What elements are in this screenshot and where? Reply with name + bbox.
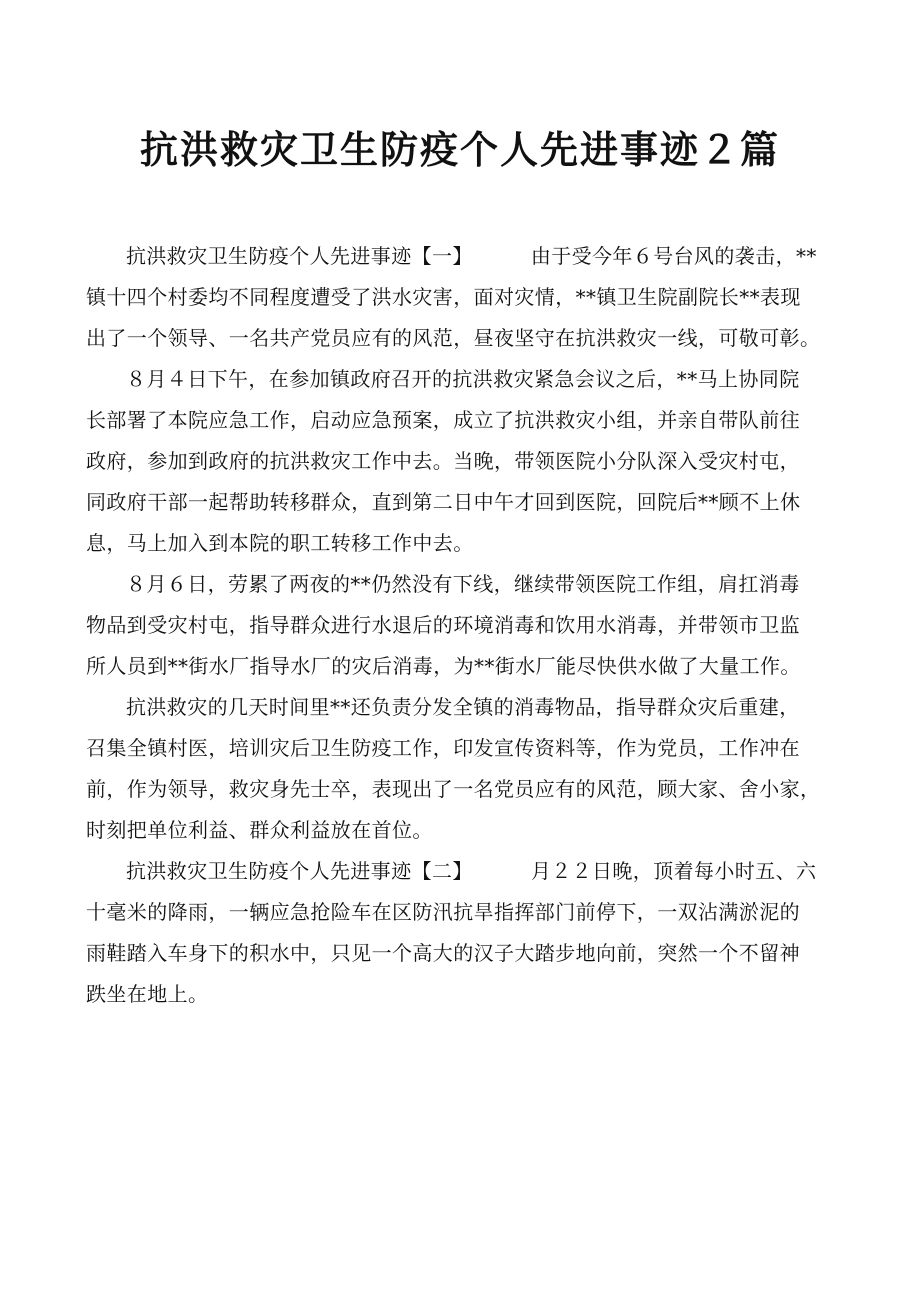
paragraph-2-line-3: 政府，参加到政府的抗洪救灾工作中去。当晚，带领医院小分队深入受灾村屯， bbox=[86, 449, 800, 473]
document-body bbox=[86, 236, 856, 1015]
document-title: 抗洪救灾卫生防疫个人先进事迹２篇 bbox=[139, 127, 780, 172]
paragraph-5-line-4: 跌坐在地上。 bbox=[86, 982, 209, 1006]
paragraph-2-line-2: 长部署了本院应急工作，启动应急预案，成立了抗洪救灾小组，并亲自带队前往 bbox=[86, 408, 800, 432]
paragraph-3-line-1: ８月６日，劳累了两夜的**仍然没有下线，继续带领医院工作组，肩扛消毒 bbox=[126, 572, 800, 596]
paragraph-5-line-2: 十毫米的降雨，一辆应急抢险车在区防汛抗旱指挥部门前停下，一双沾满淤泥的 bbox=[86, 900, 800, 924]
section-heading-1: 抗洪救灾卫生防疫个人先进事迹【一】 bbox=[126, 244, 473, 268]
paragraph-2 bbox=[86, 359, 856, 564]
paragraph-2-line-4: 同政府干部一起帮助转移群众，直到第二日中午才回到医院，回院后**顾不上休 bbox=[86, 490, 801, 514]
paragraph-4-line-4: 时刻把单位利益、群众利益放在首位。 bbox=[86, 818, 433, 842]
paragraph-1-line-2: 镇十四个村委均不同程度遭受了洪水灾害，面对灾情，**镇卫生院副院长**表现 bbox=[86, 285, 801, 309]
paragraph-1-line-1: 由于受今年６号台风的袭击，** bbox=[530, 244, 817, 268]
paragraph-5-line-1: 月２２日晚，顶着每小时五、六 bbox=[530, 859, 817, 883]
paragraph-3-line-3: 所人员到**街水厂指导水厂的灾后消毒，为**街水厂能尽快供水做了大量工作。 bbox=[86, 654, 801, 678]
section-heading-2: 抗洪救灾卫生防疫个人先进事迹【二】 bbox=[126, 859, 473, 883]
paragraph-3 bbox=[86, 564, 856, 687]
paragraph-4-line-3: 前，作为领导，救灾身先士卒，表现出了一名党员应有的风范，顾大家、舍小家， bbox=[86, 777, 821, 801]
paragraph-2-line-1: ８月４日下午，在参加镇政府召开的抗洪救灾紧急会议之后，**马上协同院 bbox=[126, 367, 800, 391]
paragraph-3-line-2: 物品到受灾村屯，指导群众进行水退后的环境消毒和饮用水消毒，并带领市卫监 bbox=[86, 613, 800, 637]
paragraph-1-line-3: 出了一个领导、一名共产党员应有的风范，昼夜坚守在抗洪救灾一线，可敬可彰。 bbox=[86, 326, 821, 350]
paragraph-5 bbox=[86, 851, 856, 1015]
paragraph-5-line-3: 雨鞋踏入车身下的积水中，只见一个高大的汉子大踏步地向前，突然一个不留神 bbox=[86, 941, 800, 965]
paragraph-2-line-5: 息，马上加入到本院的职工转移工作中去。 bbox=[86, 531, 474, 555]
paragraph-1 bbox=[86, 236, 856, 359]
paragraph-4-line-1: 抗洪救灾的几天时间里**还负责分发全镇的消毒物品，指导群众灾后重建， bbox=[126, 695, 800, 719]
paragraph-4-line-2: 召集全镇村医，培训灾后卫生防疫工作，印发宣传资料等，作为党员，工作冲在 bbox=[86, 736, 800, 760]
paragraph-4 bbox=[86, 687, 856, 851]
